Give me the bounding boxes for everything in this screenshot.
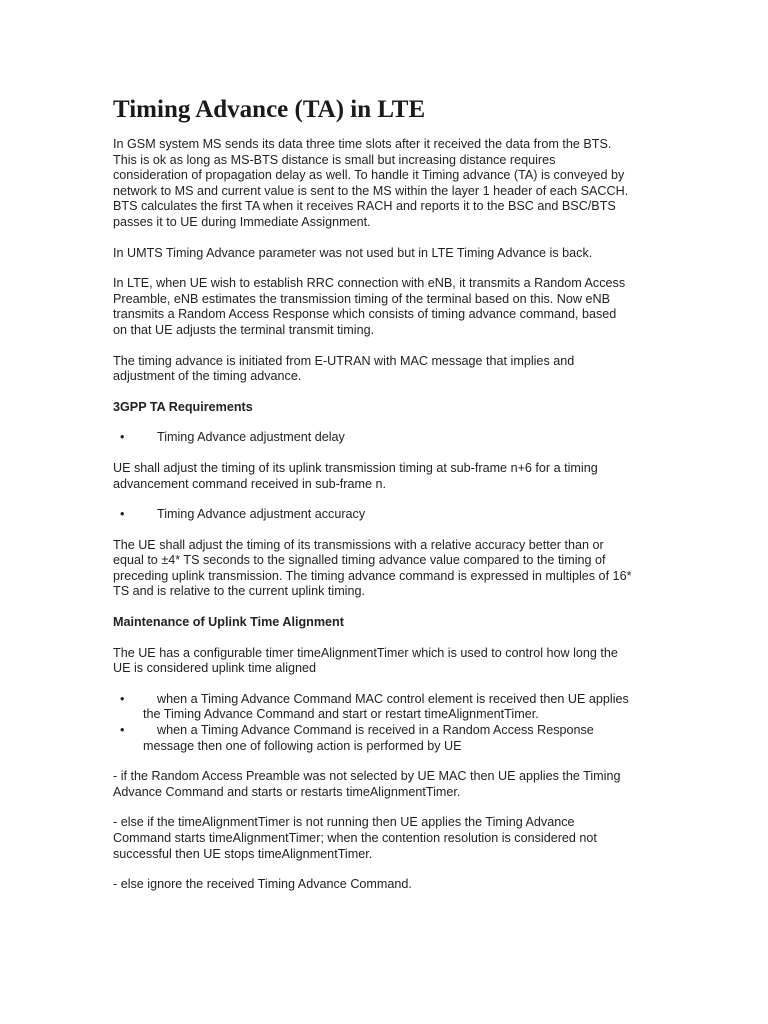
list-item [113, 692, 633, 723]
list-item-label: Timing Advance adjustment accuracy [157, 507, 366, 522]
section-heading-requirements: 3GPP TA Requirements [113, 399, 253, 414]
requirement-list-2 [113, 507, 633, 523]
paragraph-gsm: In GSM system MS sends its data three time slots after it received the data from the BTS. This is ok as long as MS-BTS distance is small but increasing distance requires consideration of propagation delay as well. To handle it Timing advance (TA) is conveyed by network to MS and current value is sent to the MS within the layer 1 header of each SACCH. BTS calculates the first TA when it receives RACH and reports it to the BSC and BSC/BTS passes it to UE during Immediate Assignment. [113, 137, 629, 229]
list-item [113, 430, 633, 446]
bullet-icon: • [120, 723, 125, 738]
requirement-list-1 [113, 430, 633, 446]
paragraph-lte: In LTE, when UE wish to establish RRC connection with eNB, it transmits a Random Access Preamble, eNB estimates the transmission timing of the terminal based on this. Now eNB transmits a Random Access Response which consists of timing advance command, based on that UE adjusts the terminal transmit timing. [113, 276, 626, 337]
paragraph-eutran: The timing advance is initiated from E-UTRAN with MAC message that implies and adjustment of the timing advance. [113, 353, 575, 384]
bullet-icon: • [120, 691, 125, 706]
paragraph-maintenance-intro: The UE has a configurable timer timeAlignmentTimer which is used to control how long the UE is considered uplink time aligned [113, 645, 618, 676]
paragraph-umts: In UMTS Timing Advance parameter was not used but in LTE Timing Advance is back. [113, 245, 593, 260]
list-item [113, 507, 633, 523]
list-item-label: Timing Advance adjustment delay [157, 430, 345, 445]
paragraph-adjustment-accuracy: The UE shall adjust the timing of its transmissions with a relative accuracy better than or equal to ±4* TS seconds to the signalled timing advance value compared to the timing of preceding uplink transmission. The timing advance command is expressed in multiples of 16* TS and is relative to the current uplink timing. [113, 537, 632, 599]
document-page [113, 95, 633, 908]
section-heading-maintenance: Maintenance of Uplink Time Alignment [113, 615, 344, 630]
bullet-icon: • [120, 430, 125, 445]
paragraph-action-1: - if the Random Access Preamble was not selected by UE MAC then UE applies the Timing Advance Command and starts or restarts timeAlignmentTimer. [113, 769, 621, 799]
list-item [113, 723, 633, 754]
bullet-icon: • [120, 507, 125, 522]
paragraph-action-2: - else if the timeAlignmentTimer is not running then UE applies the Timing Advance Command starts timeAlignmentTimer; when the contention resolution is considered not successful then UE stops timeAlignmentTimer. [113, 815, 597, 861]
page-title: Timing Advance (TA) in LTE [113, 96, 426, 123]
list-item-label: when a Timing Advance Command MAC control element is received then UE applies the Timing Advance Command and start or restart timeAlignmentTimer. [143, 691, 629, 722]
paragraph-adjustment-delay: UE shall adjust the timing of its uplink transmission timing at sub-frame n+6 for a timing advancement command received in sub-frame n. [113, 460, 598, 491]
list-item-label: when a Timing Advance Command is received in a Random Access Response message then one of following action is performed by UE [143, 723, 594, 753]
paragraph-action-3: - else ignore the received Timing Advance Command. [113, 877, 412, 892]
maintenance-list [113, 692, 633, 754]
